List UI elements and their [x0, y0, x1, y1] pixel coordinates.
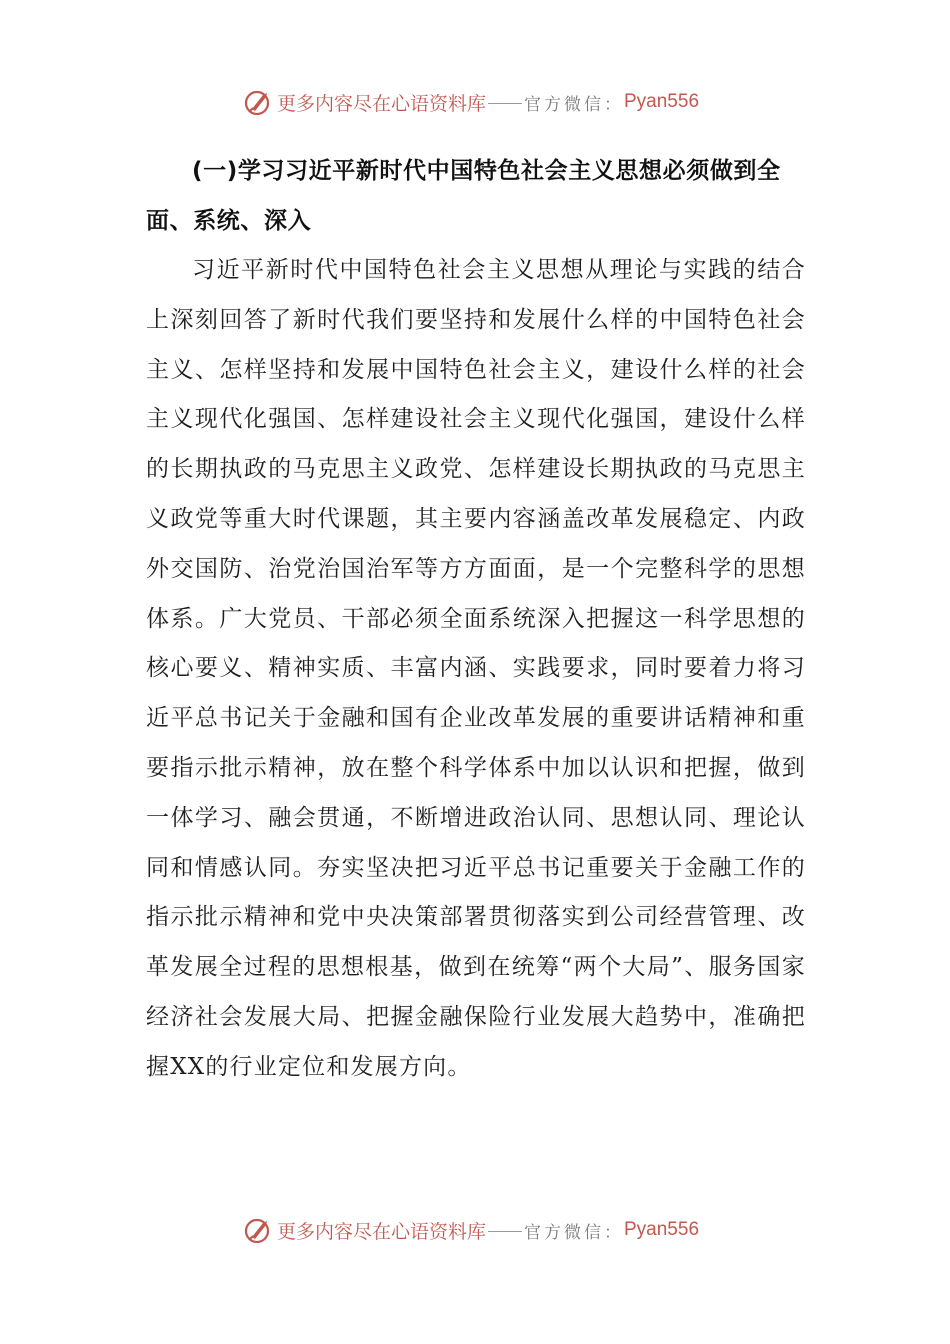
- banner-divider: [488, 1231, 522, 1232]
- body-paragraph: 习近平新时代中国特色社会主义思想从理论与实践的结合上深刻回答了新时代我们要坚持和发展什么样的中国特色社会主义、怎样坚持和发展中国特色社会主义，建设什么样的社会主义现代化强国、怎样建设社会主义现代化强国，建设什么样的长期执政的马克思主义政党、怎样建设长期执政的马克思主义政党等重大时代课题，其主要内容涵盖改革发展稳定、内政外交国防、治党治国治军等方方面面，是一个完整科学的思想体系。广大党员、干部必须全面系统深入把握这一科学思想的核心要义、精神实质、丰富内涵、实践要求，同时要着力将习近平总书记关于金融和国有企业改革发展的重要讲话精神和重要指示批示精神，放在整个科学体系中加以认识和把握，做到一体学习、融会贯通，不断增进政治认同、思想认同、理论认同和情感认同。夯实坚决把习近平总书记重要关于金融工作的指示批示精神和党中央决策部署贯彻落实到公司经营管理、改革发展全过程的思想根基，做到在统筹“两个大局”、服务国家经济社会发展大局、把握金融保险行业发展大趋势中，准确把握XX的行业定位和发展方向。: [146, 257, 806, 1080]
- banner-site-text: 更多内容尽在心语资料库: [276, 1220, 486, 1243]
- pen-nib-circle-icon: [243, 1215, 273, 1245]
- banner-official-label: 官方微信：: [524, 94, 624, 115]
- document-body: [146, 146, 806, 1093]
- banner-divider: [488, 103, 522, 104]
- banner-wechat-id: Pyan556: [624, 91, 700, 112]
- banner-site-text: 更多内容尽在心语资料库: [276, 92, 486, 115]
- section-heading: (一)学习习近平新时代中国特色社会主义思想必须做到全面、系统、深入: [146, 158, 781, 234]
- banner-official-label: 官方微信：: [524, 1222, 624, 1243]
- footer-watermark-banner: [0, 1210, 950, 1250]
- pen-nib-circle-icon: [243, 87, 273, 117]
- header-watermark-banner: [0, 82, 950, 122]
- banner-wechat-id: Pyan556: [624, 1219, 700, 1240]
